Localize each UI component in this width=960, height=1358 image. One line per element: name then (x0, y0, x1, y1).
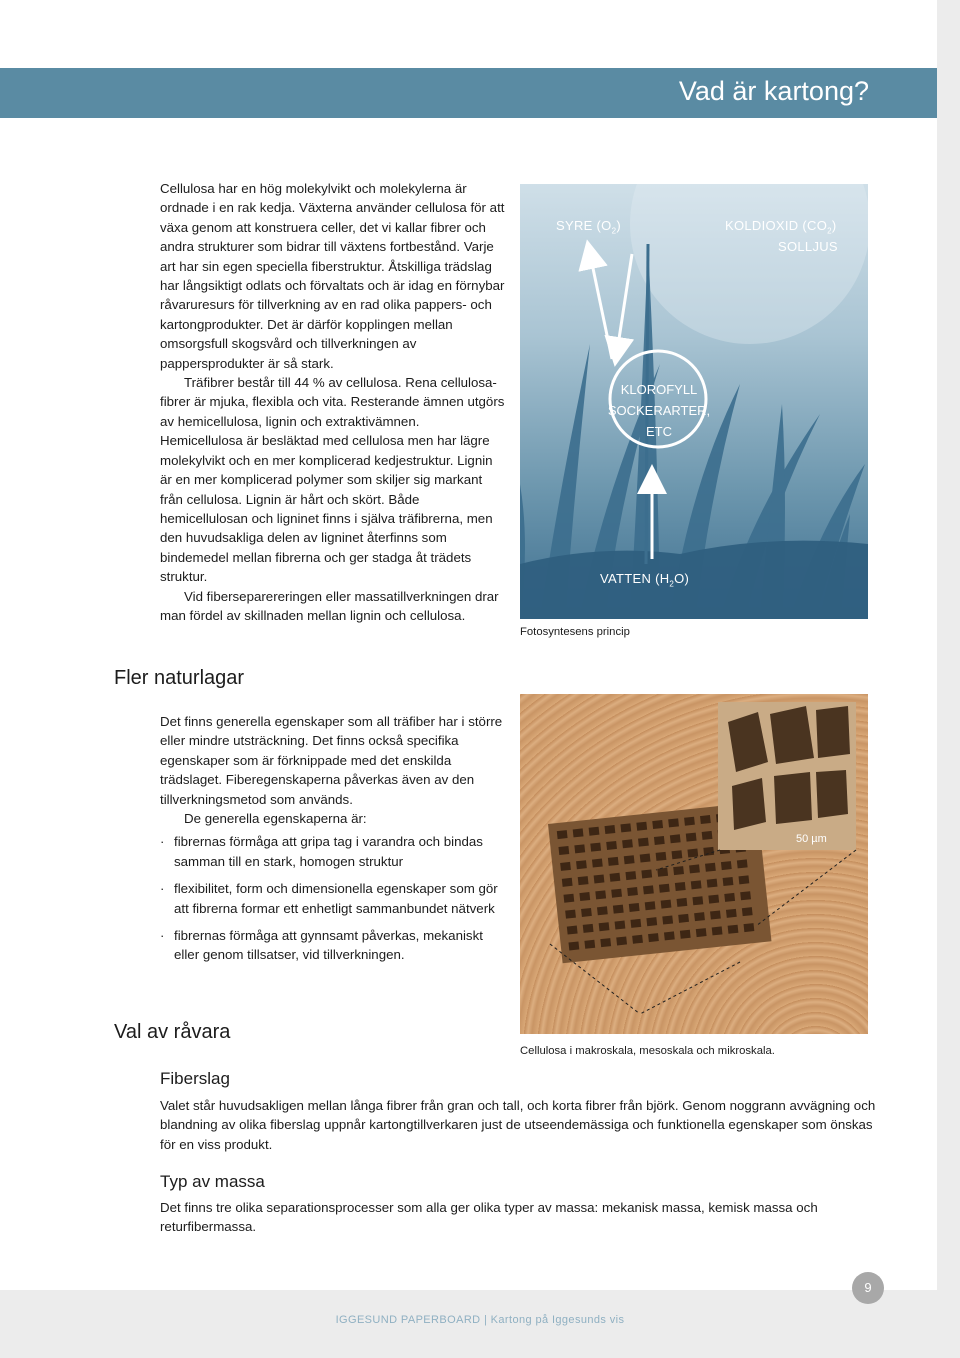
oxygen-label: SYRE $(O_2)$ (556, 218, 621, 236)
etc-label: ETC (646, 424, 672, 439)
natur-paragraph-2: De generella egenskaperna är: (184, 811, 367, 827)
intro-paragraph-2: Träfibrer består till 44 % av cellulosa. Rena cellulosa-fibrer är mjuka, flexibla och vita. Resterande ämnen utgörs av hemicellulosa, lignin och extraktivämnen. Hemicellulosa är besläktad med cellulosa men har lägre molekylvikt och en mer komplicerad kedjestruktur. Lignin är en mer komplicerad polymer som skiljer sig markant från cellulosa. Lignin är hårt och skört. Både hemicellulosan och ligninet finns i själva träfibrerna, men den huvudsakliga delen av ligninet återfinns som bindemedel mellan fibrerna och ger stadga åt trädets struktur. (160, 375, 505, 585)
wood-scale-image (520, 694, 868, 1034)
intro-paragraph-1: Cellulosa har en hög molekylvikt och molekylerna är ordnade i en rak kedja. Växterna använder cellulosa för att växa genom att konstruera celler, det vi kallar fibrer och andra strukturer som bidrar till växtens fortbestånd. Varje art har sin egen speciella fiberstruktur. Åtskilliga trädslag har långsiktigt odlats och förvaltats och är idag en förnybar råvaruresurs för tillverkning av en rad olika pappers- och kartongprodukter. Det är därför kopplingen mellan omsorgsfull skogsvård och tillverkningen av pappersprodukter är så stark. (160, 181, 505, 371)
scale-bar-label: 50 µm (796, 833, 827, 845)
fiberslag-heading: Fiberslag (160, 1069, 230, 1088)
sunlight-label: SOLLJUS (778, 239, 838, 254)
sugars-label: SOCKERARTER, (607, 403, 711, 418)
chlorophyll-label: KLOROFYLL (620, 382, 698, 397)
intro-paragraph-3: Vid fiberseparereringen eller massatillverkningen drar man fördel av skillnaden mellan lignin och cellulosa. (160, 588, 499, 623)
properties-list (160, 832, 505, 964)
natur-paragraph-1: Det finns generella egenskaper som all träfiber har i större eller mindre utsträckning. Det finns också specifika egenskaper som är förknippade med det enskilda trädslaget. Fiberegenskaperna påverkas även av den tillverkningsmetod som används. (160, 714, 503, 807)
carbon-dioxide-label: KOLDIOXID $(CO_2)$ (725, 218, 837, 236)
typ-av-massa-heading: Typ av massa (160, 1172, 265, 1191)
fler-naturlagar-text (160, 712, 505, 973)
list-item: · flexibilitet, form och dimensionella egenskaper som gör att fibrerna formar ett enhetligt sammanbundet nätverk (160, 881, 498, 916)
list-item: · fibrernas förmåga att gynnsamt påverkas, mekaniskt eller genom tillsatser, vid tillverkningen. (160, 928, 483, 963)
page-title: Vad är kartong? (678, 76, 869, 106)
chlorophyll-circle-labels (574, 379, 744, 442)
footer-text: IGGESUND PAPERBOARD | Kartong på Iggesunds vis (335, 1314, 625, 1326)
wood-caption: Cellulosa i makroskala, mesoskala och mikroskala. (520, 1045, 775, 1057)
typ-av-massa-text: Det finns tre olika separationsprocesser som alla ger olika typer av massa: mekanisk massa, kemisk massa och returfibermassa. (160, 1200, 818, 1235)
fiberslag-text: Valet står huvudsakligen mellan långa fibrer från gran och tall, och korta fibrer från björk. Genom noggrann avvägning och blandning av olika fiberslag uppnår kartongtillverkaren just de utseendemässiga och funktionella egenskaper som önskas för en viss produkt. (160, 1098, 876, 1152)
intro-text (160, 179, 505, 625)
header-bar (0, 68, 937, 118)
wood-cells-illustration (520, 694, 868, 1034)
page-number: 9 (852, 1272, 884, 1304)
photosynthesis-image (520, 184, 868, 619)
val-av-ravara-heading: Val av råvara (114, 1021, 231, 1043)
list-item: · fibrernas förmåga att gripa tag i varandra och bindas samman till en stark, homogen struktur (160, 834, 483, 869)
fler-naturlagar-heading: Fler naturlagar (114, 667, 245, 689)
water-label: VATTEN $(H_2O)$ (600, 571, 690, 589)
photosynthesis-caption: Fotosyntesens princip (520, 626, 630, 638)
